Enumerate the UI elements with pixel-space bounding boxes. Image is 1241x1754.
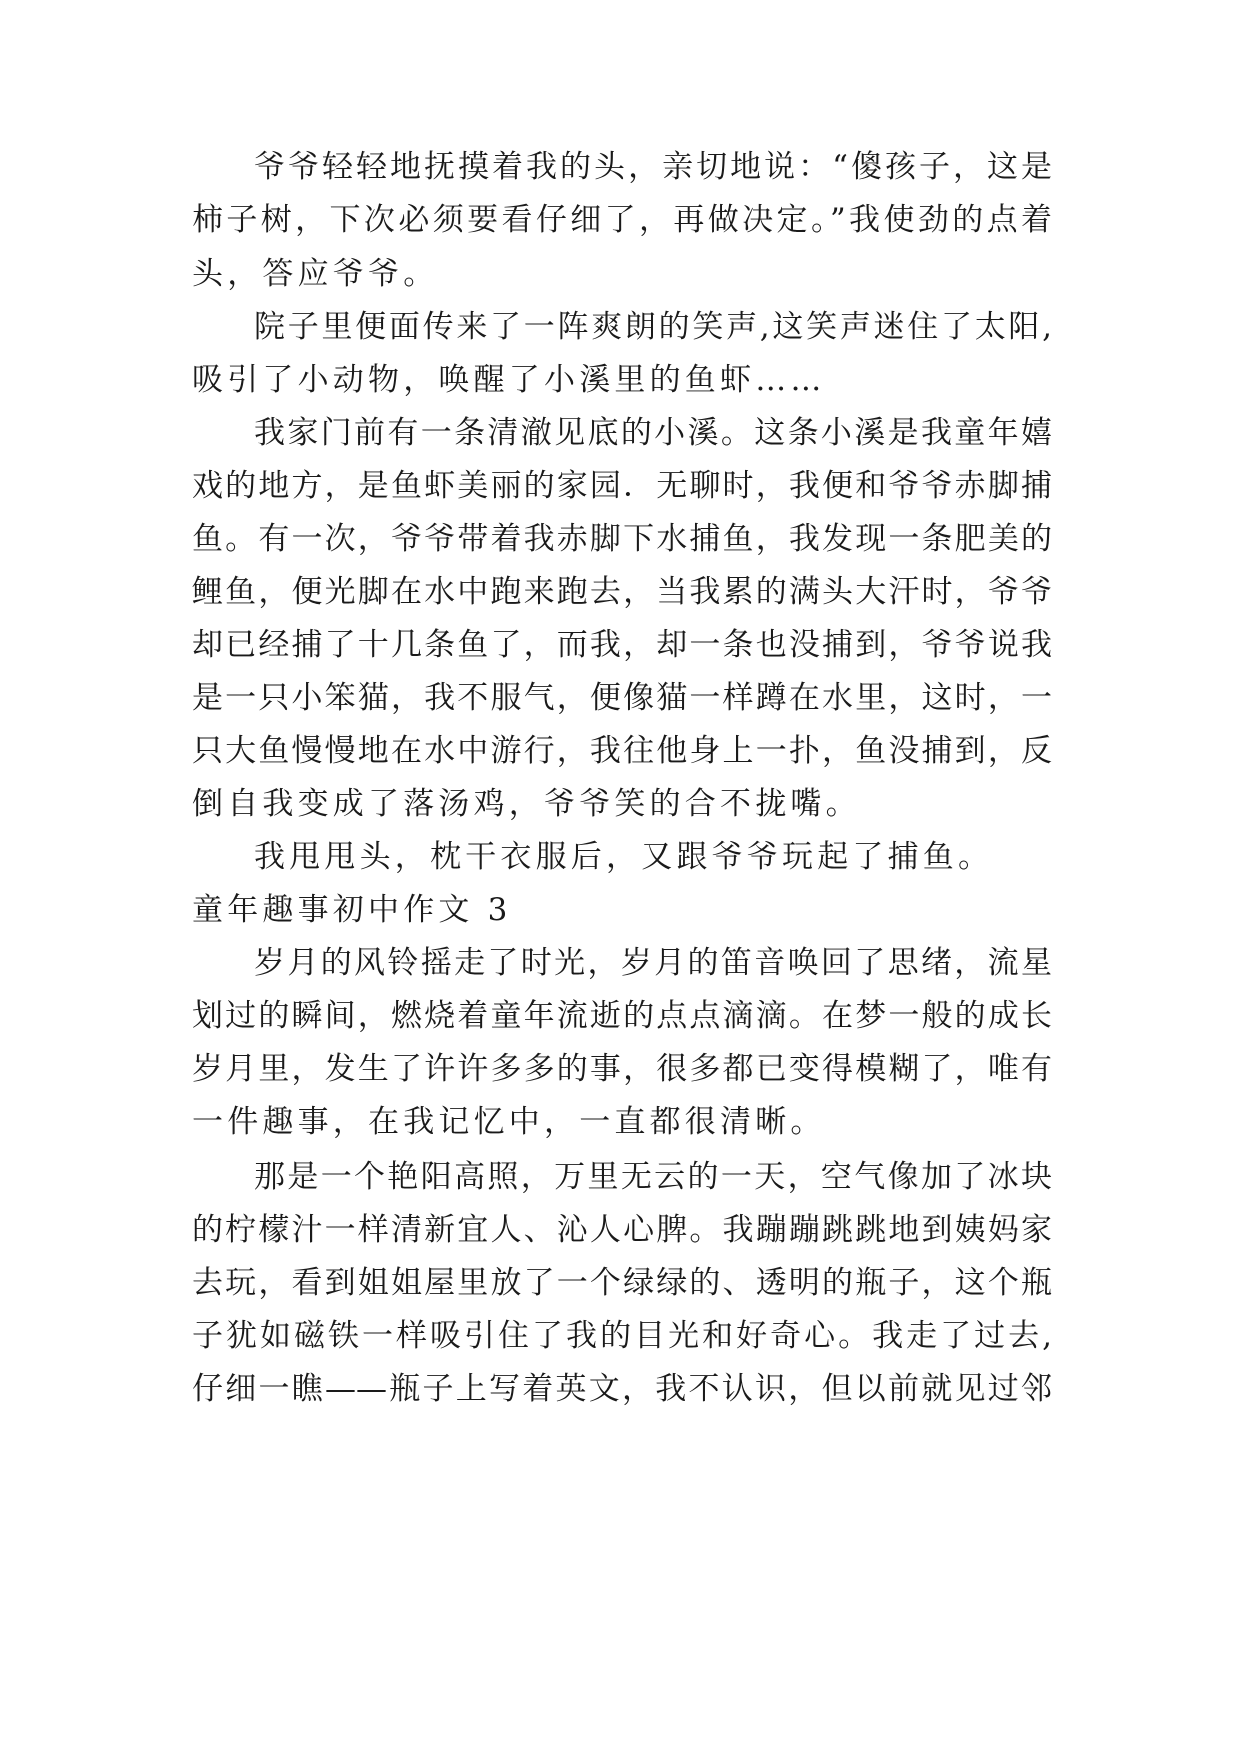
text-line: 吸引了小动物，唤醒了小溪里的鱼虾……	[192, 362, 826, 398]
text-line: 划过的瞬间，燃烧着童年流逝的点点滴滴。在梦一般的成长	[192, 998, 1052, 1034]
text-line: 只大鱼慢慢地在水中游行，我往他身上一扑，鱼没捕到，反	[192, 733, 1052, 769]
text-line: 子犹如磁铁一样吸引住了我的目光和好奇心。我走了过去,	[192, 1318, 1052, 1354]
text-line: 我甩甩头，枕干衣服后，又跟爷爷玩起了捕鱼。	[254, 839, 994, 875]
text-line: 柿子树，下次必须要看仔细了，再做决定。”我使劲的点着	[192, 202, 1052, 238]
text-line: 却已经捕了十几条鱼了，而我，却一条也没捕到，爷爷说我	[192, 627, 1052, 663]
text-line: 院子里便面传来了一阵爽朗的笑声,这笑声迷住了太阳,	[254, 309, 1052, 345]
text-line: 戏的地方，是鱼虾美丽的家园．无聊时，我便和爷爷赤脚捕	[192, 468, 1052, 504]
text-line: 爷爷轻轻地抚摸着我的头，亲切地说：“傻孩子，这是	[254, 149, 1052, 185]
text-line: 鱼。有一次，爷爷带着我赤脚下水捕鱼，我发现一条肥美的	[192, 521, 1052, 557]
text-line: 头，答应爷爷。	[192, 256, 439, 292]
text-line: 的柠檬汁一样清新宜人、沁人心脾。我蹦蹦跳跳地到姨妈家	[192, 1212, 1052, 1248]
text-line: 仔细一瞧——瓶子上写着英文，我不认识，但以前就见过邻	[192, 1371, 1052, 1407]
text-line: 岁月的风铃摇走了时光，岁月的笛音唤回了思绪，流星	[254, 945, 1052, 981]
text-line: 鲤鱼，便光脚在水中跑来跑去，当我累的满头大汗时，爷爷	[192, 574, 1052, 610]
section-heading: 童年趣事初中作文 3	[192, 892, 512, 928]
text-line: 一件趣事，在我记忆中，一直都很清晰。	[192, 1104, 826, 1140]
text-line: 倒自我变成了落汤鸡，爷爷笑的合不拢嘴。	[192, 786, 861, 822]
text-line: 那是一个艳阳高照，万里无云的一天，空气像加了冰块	[254, 1159, 1052, 1195]
text-line: 是一只小笨猫，我不服气，便像猫一样蹲在水里，这时，一	[192, 680, 1052, 716]
text-line: 去玩，看到姐姐屋里放了一个绿绿的、透明的瓶子，这个瓶	[192, 1265, 1052, 1301]
text-line: 岁月里，发生了许许多多的事，很多都已变得模糊了，唯有	[192, 1051, 1052, 1087]
text-line: 我家门前有一条清澈见底的小溪。这条小溪是我童年嬉	[254, 415, 1052, 451]
